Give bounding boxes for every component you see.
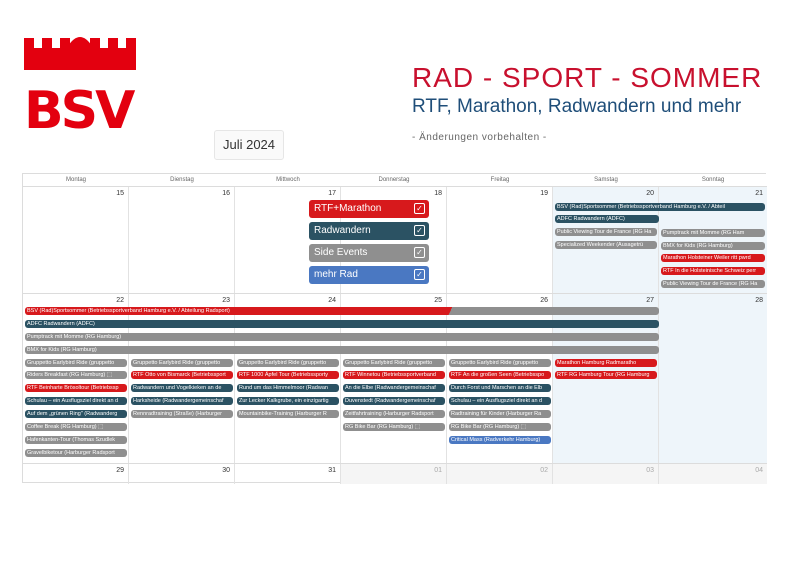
day-number: 25 [434,297,442,304]
day-number: 02 [540,467,548,474]
page-note: - Änderungen vorbehalten - [412,132,547,143]
filter-side-events[interactable] [309,244,429,262]
day-number: 28 [755,297,763,304]
day-number: 26 [540,297,548,304]
calendar-event[interactable]: Specialized Weekender (Ausagetrü [555,241,657,249]
logo-text: BSV [24,81,133,141]
filter-radwandern[interactable] [309,222,429,240]
filter-label: Radwandern [314,225,371,236]
weekday-label: Sonntag [701,177,725,183]
day-number: 01 [434,467,442,474]
calendar-event[interactable]: Hafenkanten-Tour (Thomas Szudlek [25,436,127,444]
weekday-label: Montag [65,177,86,183]
weekday-label: Samstag [594,177,618,183]
calendar-event[interactable]: Gruppetto Earlybird Ride (gruppetto [25,359,127,367]
calendar-event[interactable]: Public Viewing Tour de France (RG Ha [661,280,765,288]
calendar-event[interactable]: RTF An die großen Seen (Betriebsspo [449,371,551,379]
day-number: 22 [116,297,124,304]
calendar-event[interactable]: RTF Winnetou (Betriebssportverband [343,371,445,379]
filter-label: mehr Rad [314,269,358,280]
calendar-event[interactable]: Rennradtraining (Straße) (Harburger [131,410,233,418]
calendar-event[interactable]: Coffee Break (RG Hamburg) ⬚ [25,423,127,431]
calendar-event[interactable]: Zur Lecker Kalkgrube, ein einzigartig [237,397,339,405]
day-cell[interactable] [553,464,659,484]
day-cell[interactable] [23,187,129,293]
calendar-event[interactable]: RG Bike Bar (RG Hamburg) ⬚ [343,423,445,431]
checkbox-icon[interactable]: ✓ [414,225,425,236]
calendar-grid [22,173,766,483]
calendar-event[interactable]: Public Viewing Tour de France (RG Ha [555,228,657,236]
calendar-event[interactable]: BMX for Kids (RG Hamburg) [661,242,765,250]
calendar-event[interactable]: Duvenstedt (Radwandergemeinschaf [343,397,445,405]
day-cell[interactable] [129,187,235,293]
calendar-event[interactable]: Pumptrack mit Momme (RG Hamburg) [25,333,659,341]
calendar-event[interactable]: Pumptrack mit Momme (RG Ham [661,229,765,237]
day-number: 17 [328,190,336,197]
day-cell[interactable] [341,464,447,484]
day-number: 24 [328,297,336,304]
weekday-header [23,174,767,187]
calendar-event[interactable]: Schulau – ein Ausflugsziel direkt an d [25,397,127,405]
day-number: 29 [116,467,124,474]
calendar-event[interactable]: Riders Breakfast (RG Hamburg) ⬚ [25,371,127,379]
weekday-label: Donnerstag [378,177,410,183]
day-cell[interactable] [659,294,767,463]
checkbox-icon[interactable]: ✓ [414,269,425,280]
calendar-event[interactable]: Auf dem „grünen Ring" (Radwanderg [25,410,127,418]
calendar-event[interactable]: Rund um das Himmelmoor (Radwan [237,384,339,392]
calendar-week [23,294,767,464]
calendar-event[interactable]: Schulau – ein Ausflugsziel direkt an d [449,397,551,405]
day-number: 18 [434,190,442,197]
calendar-event[interactable]: Zeitfahrtraining (Harburger Radsport [343,410,445,418]
day-number: 27 [646,297,654,304]
castle-icon [24,28,136,84]
calendar-event[interactable]: An die Elbe (Radwandergemeinschaf [343,384,445,392]
calendar-event[interactable]: RTF RG Hamburg Tour (RG Hamburg [555,371,657,379]
filter-mehr-rad[interactable] [309,266,429,284]
day-number: 19 [540,190,548,197]
calendar-event[interactable]: Marathon Hamburg Radmaratho [555,359,657,367]
day-number: 20 [646,190,654,197]
page-title: RAD - SPORT - SOMMER [412,62,763,93]
filter-label: RTF+Marathon [314,203,382,214]
calendar-event[interactable]: Gravelbiketour (Harburger Radsport [25,449,127,457]
calendar-event[interactable]: RG Bike Bar (RG Hamburg) ⬚ [449,423,551,431]
bsv-logo [24,26,136,141]
calendar-event[interactable]: Radwandern und Vogelkieken an de [131,384,233,392]
calendar-event[interactable]: Gruppetto Earlybird Ride (gruppetto [237,359,339,367]
calendar-event[interactable]: RTF 1000 Äpfel Tour (Betriebssporty [237,371,339,379]
calendar-event[interactable]: BSV (Rad)Sportsommer (Betriebssportverband Hamburg e.V. / Abteil [555,203,765,211]
day-cell[interactable] [129,464,235,484]
day-number: 15 [116,190,124,197]
calendar-event[interactable]: BMX for Kids (RG Hamburg) [25,346,659,354]
calendar-event[interactable]: ADFC Radwandern (ADFC) [555,215,659,223]
calendar-event[interactable]: Radtraining für Kinder (Harburger Ra [449,410,551,418]
calendar-event[interactable]: Mountainbike-Training (Harburger R [237,410,339,418]
calendar-week [23,464,767,484]
calendar-event[interactable]: RTF Otto von Bismarck (Betriebssport [131,371,233,379]
day-cell[interactable] [659,464,767,484]
day-cell[interactable] [447,187,553,293]
month-selector-button[interactable]: Juli 2024 [214,130,284,160]
calendar-event[interactable]: Harksheide (Radwandergemeinschaf [131,397,233,405]
calendar-event[interactable]: BSV (Rad)Sportsommer (Betriebssportverband Hamburg e.V. / Abteilung Radsport) [25,307,659,315]
checkbox-icon[interactable]: ✓ [414,203,425,214]
calendar-event[interactable]: Gruppetto Earlybird Ride (gruppetto [131,359,233,367]
day-number: 16 [222,190,230,197]
filter-label: Side Events [314,247,368,258]
day-number: 03 [646,467,654,474]
calendar-event[interactable]: Gruppetto Earlybird Ride (gruppetto [449,359,551,367]
calendar-event[interactable]: Critical Mass (Radverkehr Hamburg) [449,436,551,444]
calendar-event[interactable]: Marathon Holsteiner Weiler ritt pwrd [661,254,765,262]
day-cell[interactable] [235,464,341,484]
calendar-event[interactable]: ADFC Radwandern (ADFC) [25,320,659,328]
calendar-event[interactable]: Gruppetto Earlybird Ride (gruppetto [343,359,445,367]
day-number: 23 [222,297,230,304]
calendar-event[interactable]: RTF Beinharte Brösoltour (Betriebssp [25,384,127,392]
day-cell[interactable] [447,464,553,484]
calendar-event[interactable]: Durch Forst und Marschen an die Elb [449,384,551,392]
weekday-label: Dienstag [170,177,194,183]
day-number: 21 [755,190,763,197]
page-subtitle: RTF, Marathon, Radwandern und mehr [412,96,742,117]
day-number: 31 [328,467,336,474]
day-cell[interactable] [23,464,129,484]
day-number: 04 [755,467,763,474]
day-number: 30 [222,467,230,474]
filter-rtf-marathon[interactable] [309,200,429,218]
weekday-label: Freitag [490,177,510,183]
calendar-event[interactable]: RTF In die Holsteinische Schweiz perr [661,267,765,275]
weekday-label: Mittwoch [276,177,300,183]
checkbox-icon[interactable]: ✓ [414,247,425,258]
